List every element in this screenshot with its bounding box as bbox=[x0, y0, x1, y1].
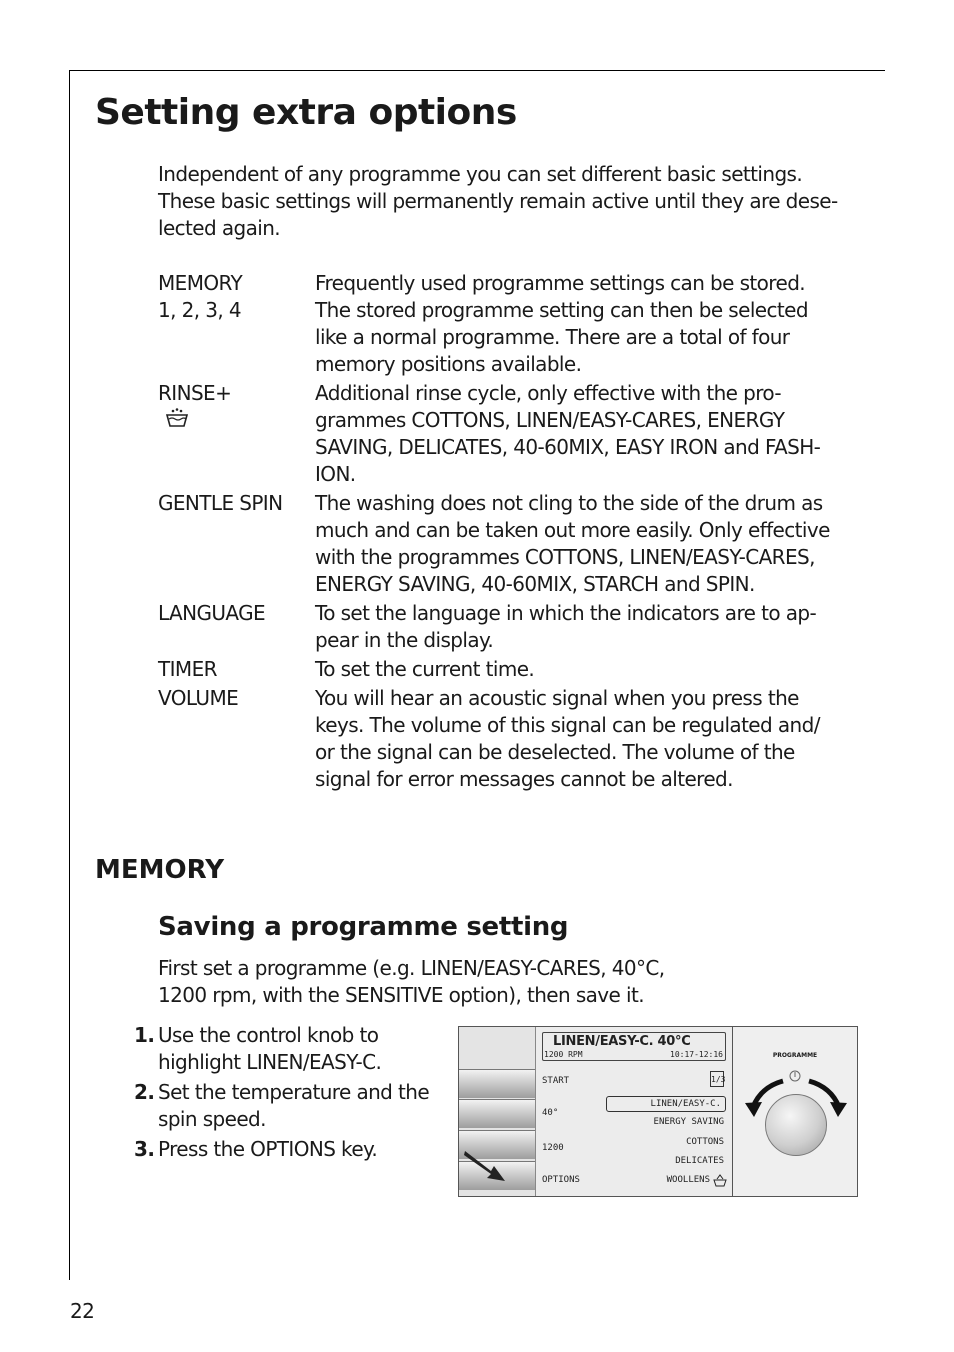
function-key bbox=[459, 1099, 535, 1128]
display-programme-item: ENERGY SAVING bbox=[653, 1117, 724, 1127]
definition-volume bbox=[158, 685, 878, 793]
display-selected-programme: LINEN/EASY-C. bbox=[606, 1096, 726, 1112]
display-menu-item: START bbox=[542, 1076, 570, 1086]
desc-line: ENERGY SAVING, 40-60MIX, STARCH and SPIN. bbox=[315, 572, 755, 596]
definition-term bbox=[158, 490, 308, 517]
definition-description bbox=[315, 600, 878, 654]
desc-line: SAVING, DELICATES, 40-60MIX, EASY IRON and FASH- bbox=[315, 435, 821, 459]
step-line: Press the OPTIONS key. bbox=[158, 1137, 378, 1161]
desc-line: Additional rinse cycle, only effective with the pro- bbox=[315, 381, 782, 405]
step-number: 1. bbox=[134, 1023, 155, 1047]
display-programme-item: DELICATES bbox=[675, 1156, 724, 1166]
step-line: Set the temperature and the bbox=[158, 1080, 430, 1104]
desc-line: keys. The volume of this signal can be regulated and/ bbox=[315, 713, 820, 737]
desc-line: The stored programme setting can then be selected bbox=[315, 298, 808, 322]
display-header bbox=[542, 1032, 726, 1061]
step-line: highlight LINEN/EASY-C. bbox=[158, 1050, 382, 1074]
desc-line: or the signal can be deselected. The volume of the bbox=[315, 740, 795, 764]
desc-line: Frequently used programme settings can be stored. bbox=[315, 271, 806, 295]
desc-line: much and can be taken out more easily. Only effective bbox=[315, 518, 830, 542]
desc-line: grammes COTTONS, LINEN/EASY-CARES, ENERGY bbox=[315, 408, 785, 432]
desc-line: You will hear an acoustic signal when you press the bbox=[315, 686, 799, 710]
desc-line: pear in the display. bbox=[315, 628, 494, 652]
definition-term bbox=[158, 685, 308, 712]
display-programme: LINEN/EASY-C. 40°C bbox=[553, 1034, 691, 1049]
definition-description bbox=[315, 380, 878, 488]
options-definition-list bbox=[158, 270, 878, 793]
definition-term bbox=[158, 656, 308, 683]
definition-timer bbox=[158, 656, 878, 683]
top-rule bbox=[69, 70, 885, 71]
definition-term bbox=[158, 270, 308, 324]
desc-line: ION. bbox=[315, 462, 356, 486]
display-menu-item: OPTIONS bbox=[542, 1175, 580, 1185]
step-item bbox=[120, 1022, 450, 1076]
definition-language bbox=[158, 600, 878, 654]
intro-paragraph bbox=[158, 161, 868, 242]
function-key bbox=[459, 1069, 535, 1098]
desc-line: To set the language in which the indicators are to ap- bbox=[315, 601, 817, 625]
desc-line: signal for error messages cannot be altered. bbox=[315, 767, 733, 791]
instruction-line: First set a programme (e.g. LINEN/EASY-CARES, 40°C, bbox=[158, 956, 665, 980]
desc-line: with the programmes COTTONS, LINEN/EASY-CARES, bbox=[315, 545, 815, 569]
step-item bbox=[120, 1079, 450, 1133]
step-number: 3. bbox=[134, 1137, 155, 1161]
definition-description bbox=[315, 270, 878, 378]
term-line: TIMER bbox=[158, 657, 217, 681]
desc-line: like a normal programme. There are a total of four bbox=[315, 325, 790, 349]
step-line: spin speed. bbox=[158, 1107, 266, 1131]
steps-list bbox=[120, 1022, 450, 1166]
display-programme-item: COTTONS bbox=[686, 1137, 724, 1147]
instruction-line: 1200 rpm, with the SENSITIVE option), then save it. bbox=[158, 983, 644, 1007]
control-panel-illustration bbox=[458, 1026, 858, 1197]
display-menu-item: 1200 bbox=[542, 1143, 564, 1153]
definition-description bbox=[315, 490, 878, 598]
term-line: 1, 2, 3, 4 bbox=[158, 298, 242, 322]
step-item bbox=[120, 1136, 450, 1163]
term-line: GENTLE SPIN bbox=[158, 491, 283, 515]
term-line: LANGUAGE bbox=[158, 601, 266, 625]
definition-description bbox=[315, 685, 878, 793]
definition-rinse-plus bbox=[158, 380, 878, 488]
display-programme-item: WOOLLENS bbox=[666, 1175, 710, 1185]
desc-line: The washing does not cling to the side of the drum as bbox=[315, 491, 823, 515]
left-rule bbox=[69, 70, 70, 1280]
arrow-pointer-icon bbox=[461, 1145, 509, 1185]
term-line: VOLUME bbox=[158, 686, 239, 710]
desc-line: To set the current time. bbox=[315, 657, 535, 681]
rinse-basin-icon bbox=[164, 407, 308, 436]
page-title: Setting extra options bbox=[95, 92, 517, 133]
display-page-indicator: 1/3 bbox=[710, 1071, 724, 1087]
step-line: Use the control knob to bbox=[158, 1023, 379, 1047]
programme-knob bbox=[765, 1094, 827, 1156]
knob-label: PROGRAMME bbox=[772, 1052, 818, 1059]
definition-term bbox=[158, 380, 308, 436]
intro-line: These basic settings will permanently remain active until they are dese- bbox=[158, 189, 838, 213]
definition-memory bbox=[158, 270, 878, 378]
display-menu-item: 40° bbox=[542, 1108, 559, 1118]
definition-term bbox=[158, 600, 308, 627]
display-rpm: 1200 RPM bbox=[544, 1050, 583, 1059]
wool-icon bbox=[712, 1174, 728, 1187]
desc-line: memory positions available. bbox=[315, 352, 582, 376]
definition-description bbox=[315, 656, 878, 683]
step-number: 2. bbox=[134, 1080, 155, 1104]
term-line: RINSE+ bbox=[158, 381, 232, 405]
lcd-display bbox=[535, 1027, 734, 1196]
subsection-heading: Saving a programme setting bbox=[158, 912, 569, 942]
intro-line: lected again. bbox=[158, 216, 281, 240]
term-line: MEMORY bbox=[158, 271, 243, 295]
instruction-paragraph bbox=[158, 955, 718, 1009]
definition-gentle-spin bbox=[158, 490, 878, 598]
function-keys bbox=[459, 1027, 535, 1197]
programme-knob-area bbox=[733, 1027, 857, 1196]
page-number: 22 bbox=[70, 1299, 95, 1323]
section-heading: MEMORY bbox=[95, 855, 225, 885]
display-time: 10:17-12:16 bbox=[670, 1050, 723, 1059]
intro-line: Independent of any programme you can set different basic settings. bbox=[158, 162, 803, 186]
